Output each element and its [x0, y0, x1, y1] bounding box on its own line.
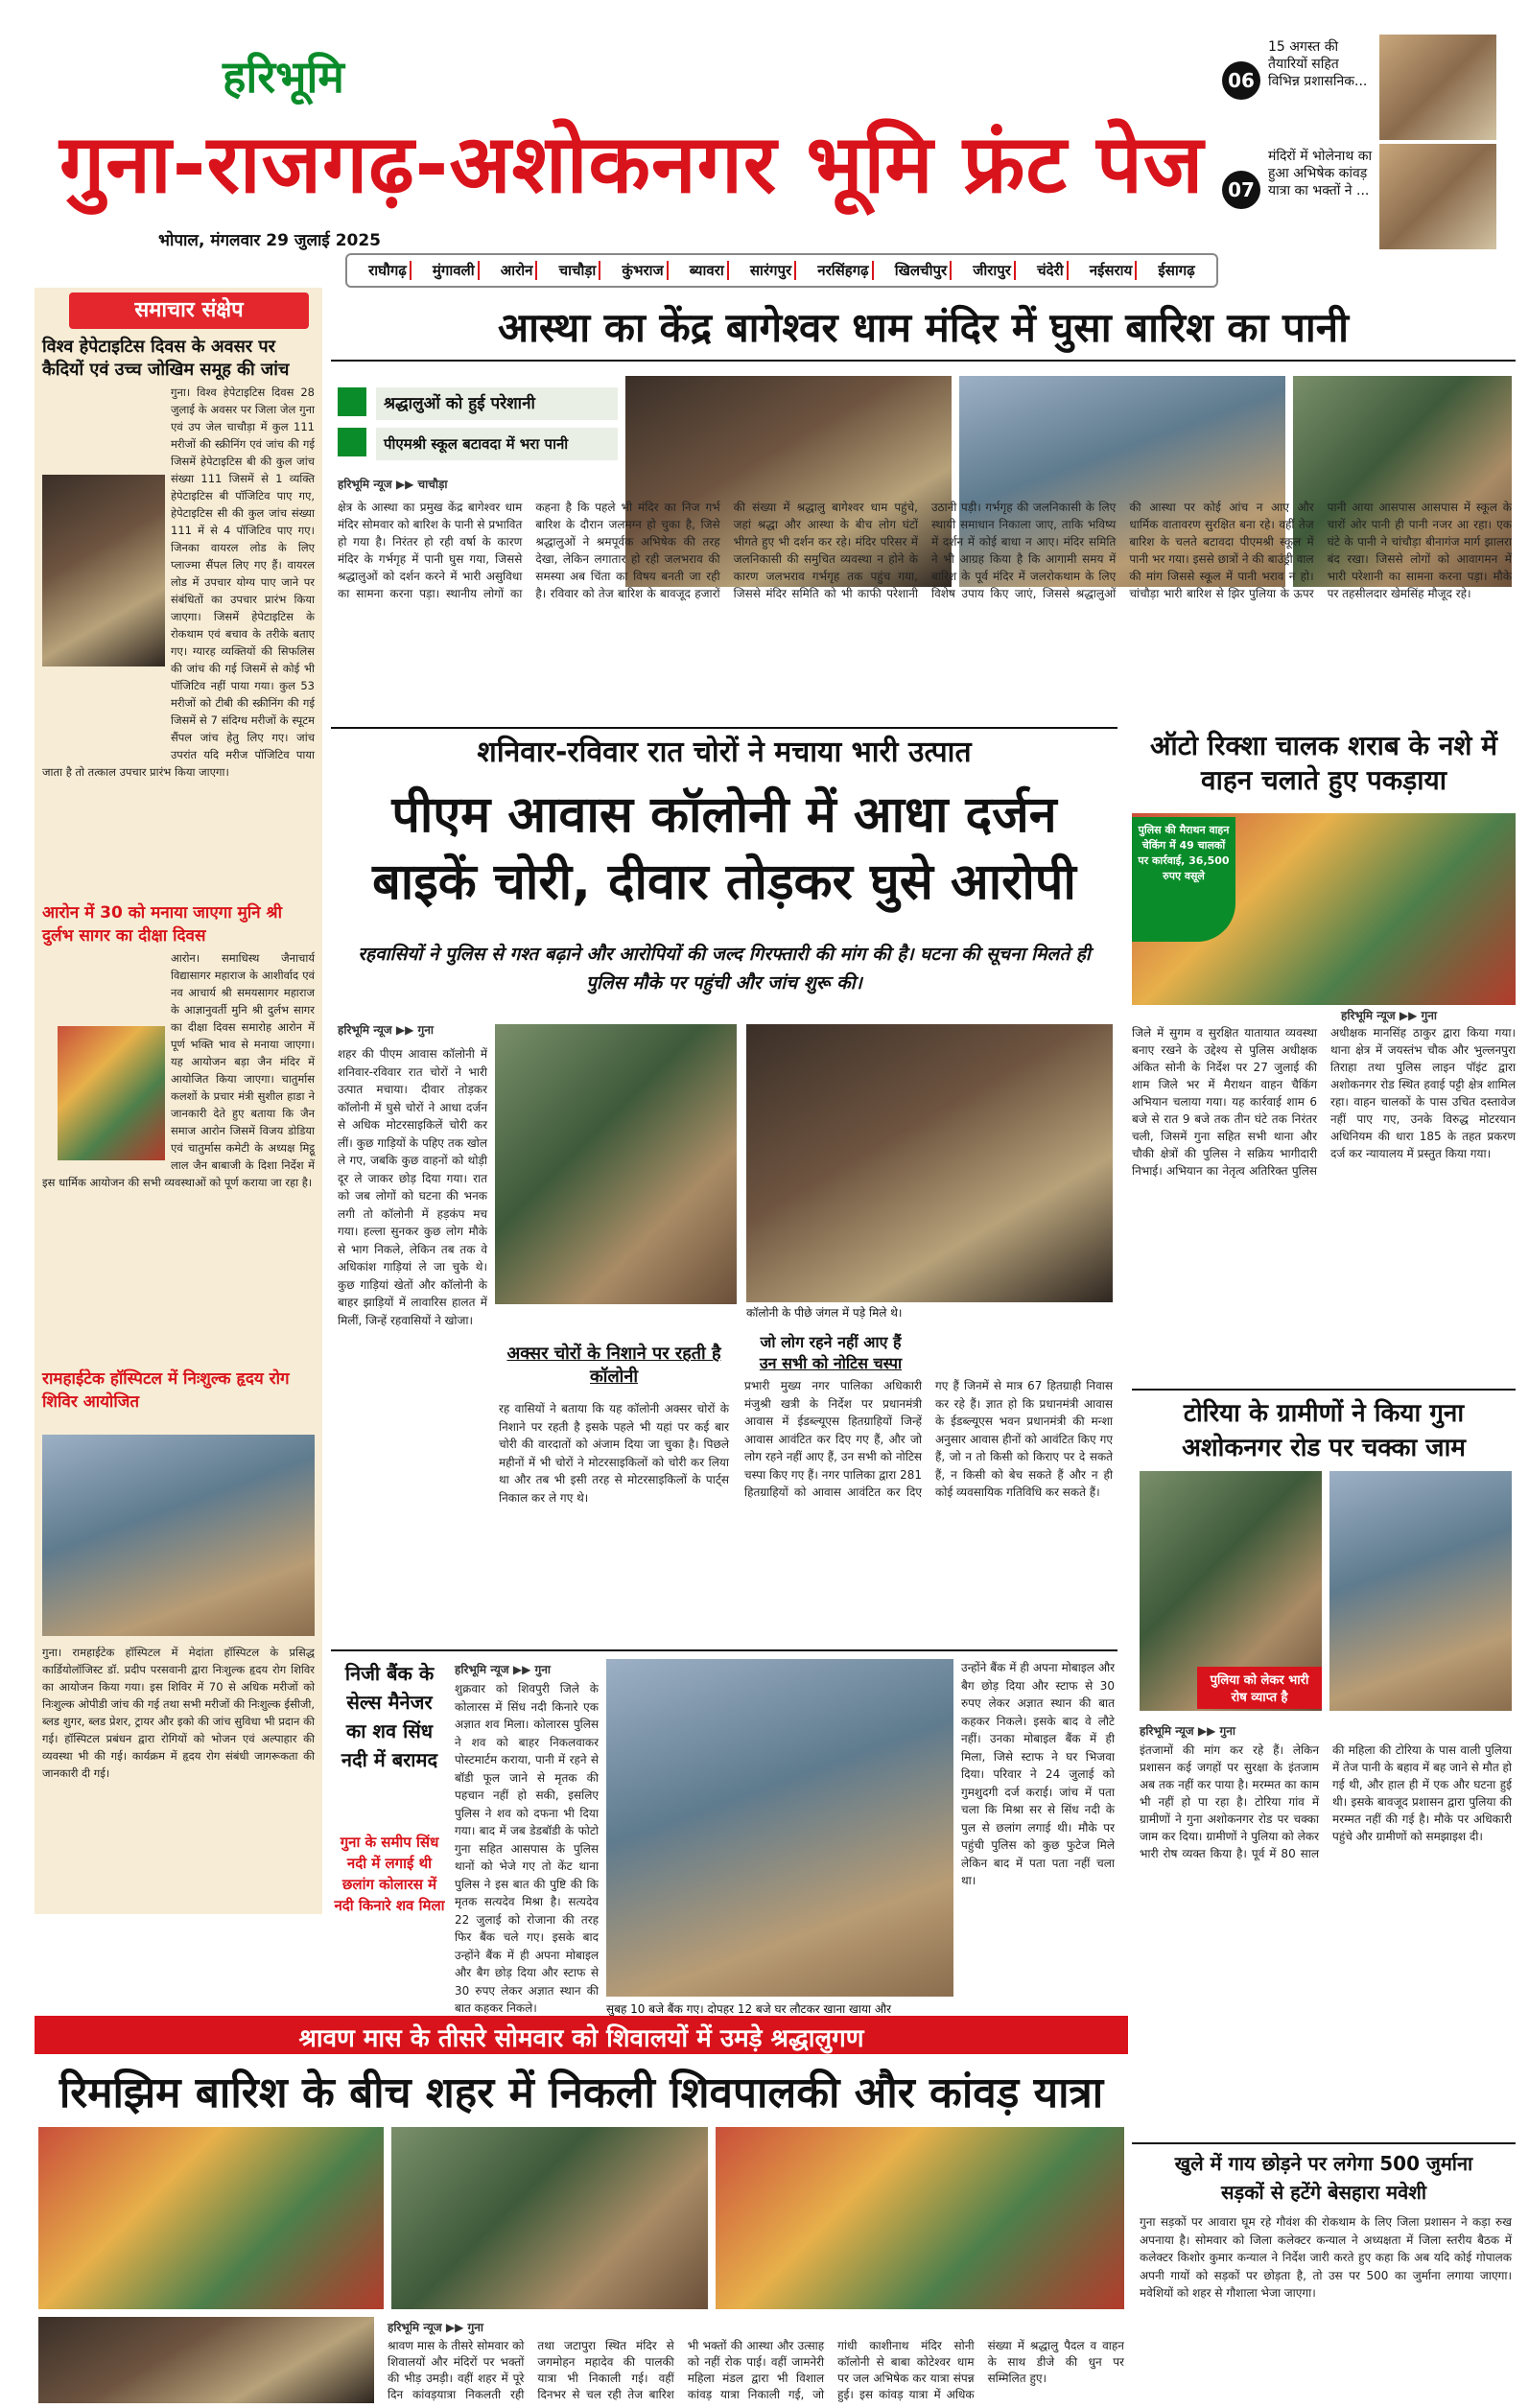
lead-headline[interactable]: आस्था का केंद्र बागेश्वर धाम मंदिर में घुसा बारिश का पानी: [498, 304, 1349, 351]
town-label[interactable]: ईसागढ़: [1158, 262, 1195, 279]
toriya-body: इंतजामों की मांग कर रहे हैं। लेकिन प्रशासन कई जगहों पर सुरक्षा के इंतजाम अब तक नहीं कर पाया है। मरम्मत का काम भी नहीं हो पा रहा है। टोरिया गांव में ग्रामीणों ने गुना अशोकनगर रोड पर चक्का जाम कर दिया। ग्रामीणों ने पुलिया को लेकर भारी रोष व्यक्त किया है। पूर्व में 80 साल की महिला की टोरिया के पास वाली पुलिया में तेज पानी के बहाव में बह जाने से मौत हो गई थी, और हाल ही में एक और घटना हुई थी। इसके बावजूद प्रशासन द्वारा पुलिया की मरम्मत नहीं की गई है। मौके पर अधिकारी पहुंचे और ग्रामीणों को समझाइश दी।: [1140, 1743, 1512, 1860]
theft-body-2: रह वासियों ने बताया कि यह कॉलोनी अक्सर चोरों के निशाने पर रहती है इसके पहले भी यहां पर कई बार चोरी की वारदातों को अंजाम दिया जा चुका है। पिछले महीनों में भी चोरों ने मोटरसाइकिलों को चोरी कर लिया था और तब भी इसी तरह से मोटरसाइकिलों के पार्ट्स निकाल कर ले गए थे।: [499, 1402, 729, 1505]
shravan-photo-1: [38, 2127, 384, 2309]
auto-badge: पुलिस की मैराथन वाहन चेकिंग में 49 चालकों पर कार्रवाई, 36,500 रुपए वसूले: [1132, 817, 1235, 942]
lead-deck-2: पीएमश्री स्कूल बटावदा में भरा पानी: [376, 428, 618, 460]
town-label[interactable]: आरोन: [498, 261, 538, 280]
teaser-text: मंदिरों में भोलेनाथ का हुआ अभिषेक कांवड़ यात्रा का भक्तों ने ...: [1268, 149, 1373, 199]
town-label[interactable]: मुंगावली: [430, 261, 480, 280]
auto-byline: हरिभूमि न्यूज ▶▶ गुना: [1341, 1009, 1438, 1022]
town-label[interactable]: नईसराय: [1087, 261, 1138, 280]
divider: [1132, 2142, 1516, 2144]
arrow-icon: [338, 428, 366, 456]
town-label[interactable]: राघौगढ़: [365, 261, 412, 280]
brief-headline-1[interactable]: विश्व हेपेटाइटिस दिवस के अवसर पर कैदियों एवं उच्च जोखिम समूह की जांच: [42, 337, 290, 380]
teaser-photo: [1379, 144, 1496, 249]
toriya-photo-2: [1329, 1471, 1512, 1711]
arrow-icon: [338, 387, 366, 416]
divider: [331, 727, 1117, 729]
theft-body-3: प्रभारी मुख्य नगर पालिका अधिकारी मंजुश्री खत्री के निर्देश पर प्रधानमंत्री आवास में ईडब्ल्यूएस हितग्राहियों जिन्हें आवास आवंटित कर दिए गए हैं, और जो लोग रहने नहीं आए हैं, उन सभी को नोटिस चस्पा किए गए हैं। नगर पालिका द्वारा 281 हितग्राहियों को आवास आवंटित कर दिए गए हैं जिनमें से मात्र 67 हितग्राही निवास कर रहे हैं। ज्ञात हो कि प्रधानमंत्री आवास के ईडब्ल्यूएस भवन प्रधानमंत्री की मन्शा अनुसार आवास हीनों को आवंटित किए गए हैं, जो न तो किसी को किराए पर दे सकते हैं, न किसी को बेच सकते हैं और न ही कोई व्यवसायिक गतिविधि कर सकते हैं।: [744, 1379, 1113, 1499]
cattle-headline-1[interactable]: खुले में गाय छोड़ने पर लगेगा 500 जुर्माना: [1174, 2152, 1473, 2175]
town-label[interactable]: नरसिंहगढ़: [814, 261, 873, 280]
theft-photo-caption: कॉलोनी के पीछे जंगल में पड़े मिले थे।: [746, 1306, 903, 1320]
town-label[interactable]: ब्यावरा: [687, 261, 729, 280]
cattle-body: गुना सड़कों पर आवारा घूम रहे गौवंश की रोकथाम के लिए जिला प्रशासन ने कड़ा रुख अपनाया है। सोमवार को जिला कलेक्टर कन्याल ने अध्यक्षता में जिला स्तरीय बैठक में कलेक्टर किशोर कुमार कन्याल ने निर्देश जारी करते हुए कहा कि अब यदि कोई गोपालक अपनी गायों को सड़कों पर छोड़ता है, तो उस पर 500 का जुर्माना लगाया जाएगा। मवेशियों को शहर से गौशाला भेजा जाएगा।: [1140, 2215, 1512, 2300]
auto-body: जिले में सुगम व सुरक्षित यातायात व्यवस्था बनाए रखने के उद्देश्य से पुलिस अधीक्षक अंकित सोनी के निर्देश पर 27 जुलाई की शाम जिले भर में मैराथन वाहन चैकिंग अभियान चलाया गया। यह कार्रवाई शाम 6 बजे से रात 9 बजे तक तीन घंटे तक निरंतर चली, जिसमें गुना सहित सभी थाना और चौकी क्षेत्रों की पुलिस ने सक्रिय भागीदारी निभाई। अभियान का नेतृत्व अतिरिक्त पुलिस अधीक्षक मानसिंह ठाकुर द्वारा किया गया। थाना क्षेत्र में जयस्तंभ चौक और भुल्लनपुरा तिराहा तथा पुलिस लाइन पॉइंट द्वारा अशोकनगर रोड स्थित हवाई पट्टी क्षेत्र शामिल रहा। वाहन चालकों के पास उचित दस्तावेज नहीं पाए गए, उनके विरुद्ध मोटरयान अधिनियम की धारा 185 के तहत प्रकरण दर्ज कर न्यायालय में प्रस्तुत किया गया।: [1132, 1026, 1516, 1178]
town-label[interactable]: चाचौड़ा: [556, 261, 601, 280]
shravan-body: श्रावण मास के तीसरे सोमवार को शिवालयों और मंदिरों पर भक्तों की भीड़ उमड़ी। वहीं शहर में पूरे दिन कांवड़यात्रा निकलती रही तथा जटापुरा स्थित मंदिर से जगमोहन महादेव की पालकी यात्रा भी निकाली गई। वहीं दिनभर से चल रही तेज बारिश भी भक्तों की आस्था और उत्साह को नहीं रोक पाई। वहीं जामनेरी महिला मंडल द्वारा भी विशाल कांवड़ यात्रा निकाली गई, जो गांधी काशीनाथ मंदिर सोनी कॉलोनी से बाबा कोटेश्वर धाम पर जल अभिषेक कर यात्रा संपन्न हुई। इस कांवड़ यात्रा में अधिक संख्या में श्रद्धालु पैदल व वाहन के साथ डीजे की धुन पर सम्मिलित हुए।: [388, 2339, 1124, 2401]
bank-headline[interactable]: निजी बैंक के सेल्स मैनेजर का शव सिंध नदी में बरामद: [341, 1662, 438, 1771]
theft-body: शहर की पीएम आवास कॉलोनी में शनिवार-रविवार रात चोरों ने भारी उत्पात मचाया। दीवार तोड़कर कॉलोनी में घुसे चोरों ने आधा दर्जन से अधिक मोटरसाइकिलें चोरी कर लीं। कुछ गाड़ियों के पहिए तक खोल ले गए, जबकि कुछ वाहनों को थोड़ी दूर ले जाकर छोड़ दिया गया। रात को जब लोगों को घटना की भनक लगी तो कॉलोनी में हड़कंप मच गया। हल्ला सुनकर कुछ लोग मौके से भाग निकले, लेकिन तब तक वे अधिकांश गाड़ियां ले जा चुके थे। कुछ गाड़ियां खेतों और कॉलोनी के बाहर झाड़ियों में लावारिस हालत में मिलीं, जिन्हें रहवासियों ने खोजा।: [338, 1047, 487, 1327]
lead-body: क्षेत्र के आस्था का प्रमुख केंद्र बागेश्वर धाम मंदिर सोमवार को बारिश के पानी से प्रभावित हो गया है। निरंतर हो रही वर्षा के कारण मंदिर के गर्भगृह में पानी घुस गया, जिससे श्रद्धालुओं को दर्शन करने में भारी असुविधा का सामना करना पड़ा। स्थानीय लोगों का कहना है कि पहले भी मंदिर का निज गर्भ बारिश के दौरान जलमग्न हो चुका है, जिसे श्रद्धालुओं ने श्रमपूर्वक अभिषेक की तरह देखा, लेकिन लगातार हो रही जलभराव की समस्या अब चिंता का विषय बनती जा रही है। रविवार को तेज बारिश के बावजूद हजारों की संख्या में श्रद्धालु बागेश्वर धाम पहुंचे, जहां श्रद्धा और आस्था के बीच लोग घंटों भीगते हुए भी दर्शन कर रहे। मंदिर परिसर में जलनिकासी की समुचित व्यवस्था न होने के कारण जलभराव गर्भगृह तक पहुंच गया, जिससे मंदिर समिति को भी काफी परेशानी उठानी पड़ी। गर्भगृह की जलनिकासी के लिए स्थायी समाधान निकाला जाए, ताकि भविष्य में दर्शन में कोई बाधा न आए। मंदिर समिति ने भी आग्रह किया है कि आगामी समय में बारिश के पूर्व मंदिर में जलरोकथाम के लिए विशेष उपाय किए जाएं, जिससे श्रद्धालुओं की आस्था पर कोई आंच न आए और धार्मिक वातावरण सुरक्षित बना रहे। वहीं तेज बारिश के चलते बटावदा पीएमश्री स्कूल में पानी भर गया। इससे छात्रों ने की बाउंड्री वाल की मांग जिससे स्कूल में पानी भराव न हो। चांचौड़ा भारी बारिश से झिर पुलिया के ऊपर पानी आया आसपास आसपास में स्कूल के चारों ओर पानी ही पानी नजर आ रहा। एक घंटे के पानी ने चांचौड़ा बीनागंज मार्ग झालरा बंद रखा। जिससे लोगों को आवागमन में भारी परेशानी का सामना करना पड़ा। मौके पर तहसीलदार खेमसिंह मौजूद रहे।: [338, 501, 1512, 600]
cattle-headline-2[interactable]: सड़कों से हटेंगे बेसहारा मवेशी: [1220, 2181, 1427, 2204]
town-label[interactable]: चंदेरी: [1034, 261, 1069, 280]
theft-kicker: शनिवार-रविवार रात चोरों ने मचाया भारी उत्पात: [477, 736, 972, 769]
brief-headline-3[interactable]: रामहाईटेक हॉस्पिटल में निःशुल्क हृदय रोग शिविर आयोजित: [42, 1369, 290, 1412]
theft-headline-1[interactable]: पीएम आवास कॉलोनी में आधा दर्जन: [391, 786, 1057, 844]
lead-deck-1: श्रद्धालुओं को हुई परेशानी: [376, 387, 618, 420]
auto-headline[interactable]: ऑटो रिक्शा चालक शराब के नशे में वाहन चलाते हुए पकड़ाया: [1150, 730, 1497, 796]
divider: [331, 1649, 1117, 1651]
toriya-byline: हरिभूमि न्यूज ▶▶ गुना: [1140, 1724, 1236, 1738]
brief-body-1: गुना। विश्व हेपेटाइटिस दिवस 28 जुलाई के अवसर पर जिला जेल गुना एवं उप जेल चाचौड़ा में कुल 111 मरीजों की स्क्रीनिंग एवं जांच की गई जिसमें हेपेटाइटिस बी की कुल जांच संख्या 111 जिसमें से 1 व्यक्ति हेपेटाइटिस बी पॉजिटिव पाए गए, हेपेटाइटिस सी की कुल जांच संख्या 111 में से 4 पॉजिटिव पाए गए। जिनका वायरल लोड के लिए प्लाज्मा सैंपल लिए गए हैं। वायरल लोड में उपचार योग्य पाए जाने पर संबंधितों का उपचार प्रारंभ किया जाएगा। जिसमें हेपेटाइटिस के रोकथाम एवं बचाव के तरीके बताए गए। ग्यारह व्यक्तियों की सिफलिस की जांच की गई जिसमें से कोई भी पॉजिटिव नहीं पाया गया। कुल 53 मरीजों को टीबी की स्क्रीनिंग की गई जिसमें से 7 संदिग्ध मरीजों के स्पूटम सैंपल जांच हेतु लिए गए। जांच उपरांत यदि मरीज पॉजिटिव पाया जाता है तो तत्काल उपचार प्रारंभ किया जाएगा।: [42, 386, 315, 779]
town-label[interactable]: कुंभराज: [619, 261, 668, 280]
theft-photo-bike: [746, 1024, 1113, 1302]
shravan-photo-4: [38, 2317, 374, 2403]
town-label[interactable]: सारंगपुर: [747, 261, 796, 280]
toriya-caption: पुलिया को लेकर भारी रोष व्याप्त है: [1197, 1667, 1322, 1709]
toriya-headline[interactable]: टोरिया के ग्रामीणों ने किया गुना अशोकनगर रोड पर चक्का जाम: [1182, 1399, 1466, 1462]
teaser-page-number: 06: [1222, 61, 1260, 100]
teaser-page-number: 07: [1222, 171, 1260, 209]
brief-headline-2[interactable]: आरोन में 30 को मनाया जाएगा मुनि श्री दुर्लभ सागर का दीक्षा दिवस: [42, 903, 282, 946]
theft-summary: रहवासियों ने पुलिस से गश्त बढ़ाने और आरोपियों की जल्द गिरफ्तारी की मांग की है। घटना की सूचना मिलते ही पुलिस मौके पर पहुंची और जांच शुरू की।: [358, 944, 1091, 994]
page-title: गुना-राजगढ़-अशोकनगर भूमि फ्रंट पेज: [59, 117, 1205, 211]
notice-head-2: उन सभी को नोटिस चस्पा: [759, 1354, 903, 1372]
sidebar-title: समाचार संक्षेप: [69, 292, 309, 329]
shravan-headline[interactable]: रिमझिम बारिश के बीच शहर में निकली शिवपालकी और कांवड़ यात्रा: [59, 2069, 1104, 2117]
teaser-2[interactable]: [1216, 144, 1504, 267]
brief-body-2: आरोन। समाधिस्थ जैनाचार्य विद्यासागर महाराज के आशीर्वाद एवं नव आचार्य श्री समयसागर महाराज के आज्ञानुवर्ती मुनि श्री दुर्लभ सागर का दीक्षा दिवस समारोह आरोन में पूर्ण भक्ति भाव से मनाया जाएगा। यह आयोजन बड़ा जैन मंदिर में आयोजित किया जाएगा। चातुर्मास कलशों के प्रचार मंत्री सुशील हाडा ने जानकारी देते हुए बताया कि जैन समाज आरोन जिसमें विजय डोडिया एवं चातुर्मास कमेटी के अध्यक्ष मिट्ठू लाल जैन बाबाजी के दिशा निर्देश में इस धार्मिक आयोजन की सभी व्यवस्थाओं को पूर्ण कराया जा रहा है।: [42, 951, 315, 1189]
shravan-photo-2: [391, 2127, 708, 2309]
lead-byline: हरिभूमि न्यूज ▶▶ चाचौड़ा: [338, 478, 448, 491]
shravan-photo-3: [716, 2127, 1124, 2309]
divider: [331, 360, 1516, 362]
town-label[interactable]: खिलचीपुर: [892, 261, 952, 280]
bank-body: शुक्रवार को शिवपुरी जिले के कोलारस में सिंध नदी किनारे एक अज्ञात शव मिला। कोलारस पुलिस ने शव को बाहर निकलवाकर पोस्टमार्टम कराया, पानी में रहने से बॉडी फूल जाने से मृतक की पहचान नहीं हो सकी, इसलिए पुलिस ने शव को दफना भी दिया गया। बाद में जब डेडबॉडी के फोटो गुना सहित आसपास के पुलिस थानों को भेजे गए तो केंट थाना पुलिस ने इस बात की पुष्टि की कि मृतक सत्यदेव मिश्रा है। सत्यदेव 22 जुलाई को रोजाना की तरह फिर बैंक चले गए। इसके बाद उन्होंने बैंक में ही अपना मोबाइल और बैग छोड़ दिया और स्टाफ से 30 रुपए लेकर अज्ञात स्थान की बात कहकर निकले।: [455, 1682, 599, 2015]
shravan-kicker: श्रावण मास के तीसरे सोमवार को शिवालयों में उमड़े श्रद्धालुगण: [298, 2024, 864, 2053]
divider: [1132, 1389, 1516, 1391]
bank-photo: [606, 1659, 953, 1997]
shravan-byline: हरिभूमि न्यूज ▶▶ गुना: [388, 2321, 484, 2334]
brief-photo-3: [42, 1435, 315, 1636]
theft-byline: हरिभूमि न्यूज ▶▶ गुना: [338, 1023, 435, 1037]
theft-headline-2[interactable]: बाइकें चोरी, दीवार तोड़कर घुसे आरोपी: [372, 853, 1076, 911]
bank-byline: हरिभूमि न्यूज ▶▶ गुना: [455, 1663, 552, 1676]
notice-head-1: जो लोग रहने नहीं आए हैं: [760, 1333, 902, 1351]
bank-body-2: उन्होंने बैंक में ही अपना मोबाइल और बैग छोड़ दिया और स्टाफ से 30 रुपए लेकर अज्ञात स्थान की बात कहकर निकले। इसके बाद वे लौटे नहीं। उनका मोबाइल बैंक में ही मिला, जिसे स्टाफ ने घर भिजवा दिया। परिवार ने 24 जुलाई को गुमशुदगी दर्ज कराई। जांच में पता चला कि मिश्रा सर से सिंध नदी के पुल से छलांग लगाई थी। मौके पर पहुंची पुलिस को कुछ फुटेज मिले लेकिन बाद में पता पता नहीं चला था।: [961, 1661, 1115, 1887]
brief-body-3: गुना। रामहाईटेक हॉस्पिटल में मेदांता हॉस्पिटल के प्रसिद्ध कार्डियोलॉजिस्ट डॉ. प्रदीप परसवानी द्वारा निःशुल्क हृदय रोग शिविर का आयोजन किया गया। इस शिविर में 70 से अधिक मरीजों को निःशुल्क ओपीडी जांच की गई तथा सभी मरीजों की निःशुल्क ईसीजी, ब्लड शुगर, ब्लड प्रेशर, ट्रायर और इको की जांच सुविधा भी प्रदान की गई। हॉस्पिटल प्रबंधन द्वारा रोगियों को भोजन एवं अल्पाहार की व्यवस्था भी की गई। कार्यक्रम में हृदय रोग संबंधी जागरूकता की जानकारी दी गई।: [42, 1646, 315, 1780]
teaser-text: 15 अगस्त की तैयारियों सहित विभिन्न प्रशासनिक...: [1268, 39, 1368, 89]
teaser-1[interactable]: [1216, 35, 1504, 157]
towns-strip: [345, 253, 1218, 288]
brand-logo: हरिभूमि: [223, 51, 344, 103]
bank-subhead: गुना के समीप सिंध नदी में लगाई थी छलांग कोलारस में नदी किनारे शव मिला: [334, 1834, 445, 1914]
dateline: भोपाल, मंगलवार 29 जुलाई 2025: [158, 231, 382, 250]
theft-subhead: अक्सर चोरों के निशाने पर रहती है कॉलोनी: [506, 1344, 721, 1387]
bank-timeline: सुबह 10 बजे बैंक गए। दोपहर 12 बजे घर लौटकर खाना खाया और: [606, 2002, 892, 2016]
teaser-photo: [1379, 35, 1496, 140]
theft-photo-wall: [495, 1024, 737, 1304]
town-label[interactable]: जीरापुर: [970, 261, 1016, 280]
